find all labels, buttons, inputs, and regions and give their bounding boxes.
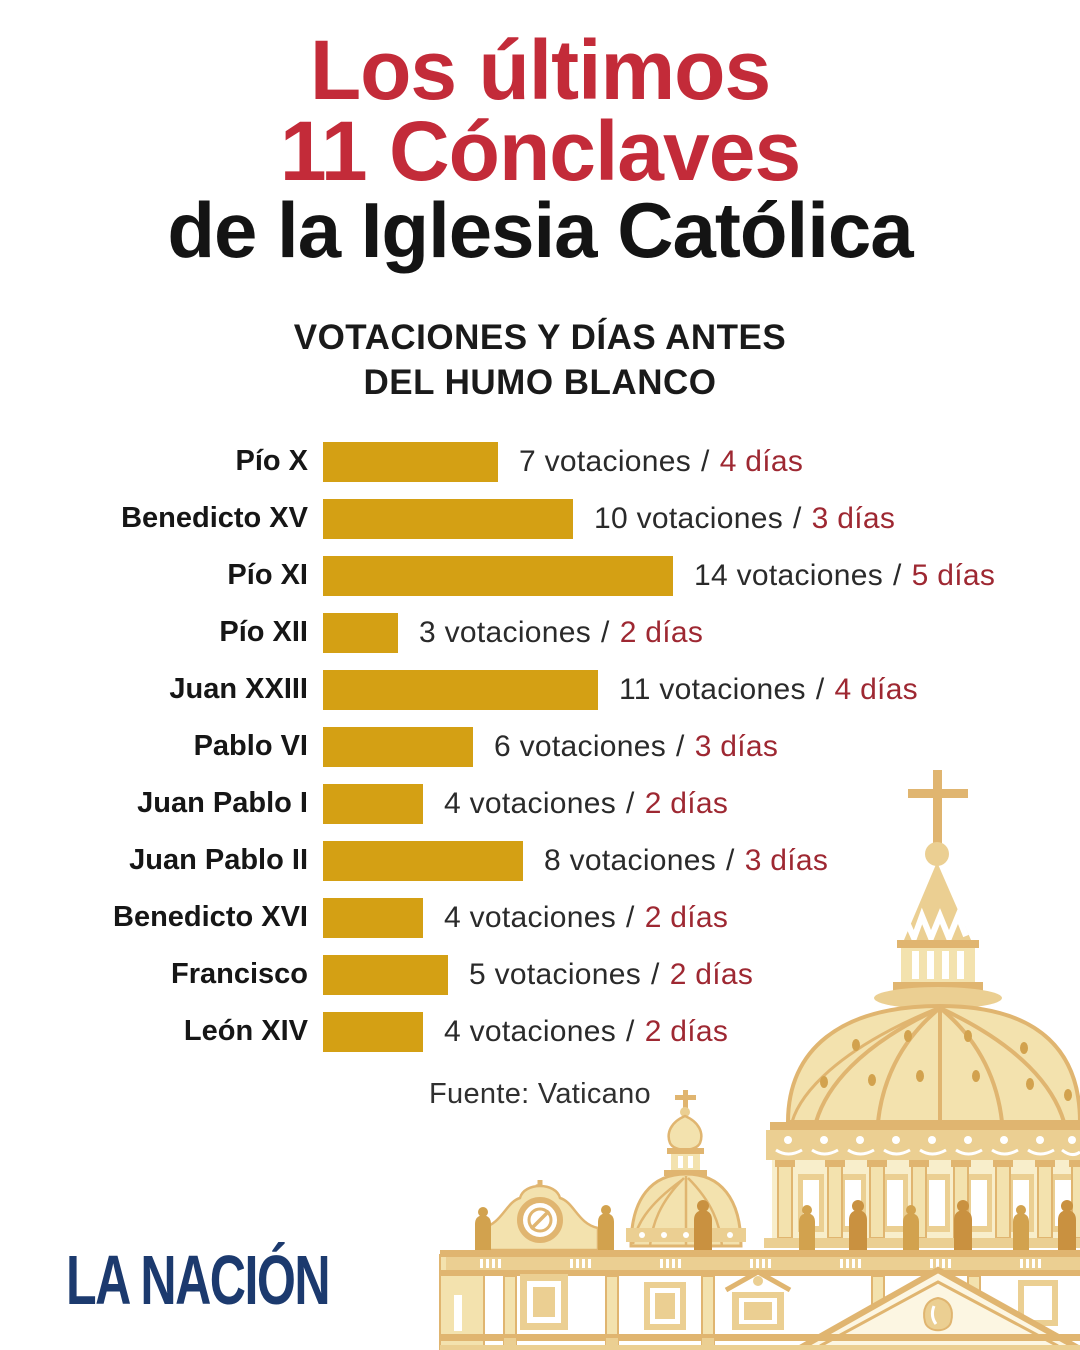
days-value: 2 días — [644, 900, 729, 934]
days-value: 2 días — [644, 1014, 729, 1048]
votes-value: 14 votaciones — [694, 558, 884, 592]
row-value — [494, 730, 778, 764]
conclave-row — [0, 718, 1080, 775]
votes-value: 4 votaciones — [444, 786, 617, 820]
value-separator: / — [893, 558, 902, 592]
source-note: Fuente: Vaticano — [429, 1078, 651, 1110]
votes-value: 5 votaciones — [469, 957, 642, 991]
subtitle-line-2: DEL HUMO BLANCO — [363, 362, 717, 402]
value-separator: / — [726, 843, 735, 877]
pope-name: Juan Pablo II — [129, 844, 308, 876]
row-value — [544, 844, 828, 878]
pope-name: Benedicto XV — [121, 502, 308, 534]
conclave-row — [0, 775, 1080, 832]
value-separator: / — [601, 615, 610, 649]
value-separator: / — [626, 786, 635, 820]
votes-value: 4 votaciones — [444, 1014, 617, 1048]
days-value: 3 días — [694, 729, 779, 763]
bar-chart — [0, 433, 1080, 1060]
votes-value: 4 votaciones — [444, 900, 617, 934]
value-separator: / — [676, 729, 685, 763]
conclave-row — [0, 490, 1080, 547]
title-line-1: Los últimos — [309, 23, 771, 117]
days-value: 2 días — [619, 615, 704, 649]
days-value: 4 días — [834, 672, 918, 706]
pope-name: Francisco — [171, 958, 308, 990]
days-value: 2 días — [669, 957, 754, 991]
value-separator: / — [793, 501, 802, 535]
pope-name: León XIV — [183, 1015, 308, 1047]
days-value: 5 días — [911, 558, 996, 592]
days-value: 3 días — [811, 501, 896, 535]
votes-bar — [323, 1012, 423, 1052]
pope-name: Pío X — [235, 445, 308, 477]
title-line-2: 11 Cónclaves — [279, 103, 801, 198]
votes-bar — [323, 442, 498, 482]
votes-value: 10 votaciones — [594, 501, 784, 535]
row-value — [594, 502, 895, 536]
votes-value: 7 votaciones — [519, 444, 692, 478]
votes-bar — [323, 841, 523, 881]
votes-bar — [323, 670, 598, 710]
row-value — [619, 673, 918, 707]
row-value — [419, 616, 703, 650]
votes-bar — [323, 784, 423, 824]
value-separator: / — [651, 957, 660, 991]
votes-bar — [323, 898, 423, 938]
row-value — [444, 787, 728, 821]
row-value — [444, 1015, 728, 1049]
row-value — [469, 958, 753, 992]
pope-name: Pablo VI — [193, 730, 308, 762]
conclave-row — [0, 547, 1080, 604]
days-value: 2 días — [644, 786, 729, 820]
conclave-row — [0, 832, 1080, 889]
conclave-row — [0, 889, 1080, 946]
votes-value: 11 votaciones — [619, 672, 806, 706]
votes-value: 6 votaciones — [494, 729, 667, 763]
pope-name: Juan Pablo I — [137, 787, 308, 819]
pope-name: Pío XI — [227, 559, 308, 591]
value-separator: / — [626, 900, 635, 934]
days-value: 3 días — [744, 843, 829, 877]
conclave-row — [0, 1003, 1080, 1060]
subtitle-line-1: VOTACIONES Y DÍAS ANTES — [293, 318, 787, 357]
pope-name: Juan XXIII — [169, 673, 308, 705]
conclave-row — [0, 946, 1080, 1003]
value-separator: / — [815, 672, 825, 706]
pope-name: Benedicto XVI — [113, 901, 308, 933]
conclave-row — [0, 433, 1080, 490]
value-separator: / — [701, 444, 710, 478]
title-line-3: de la Iglesia Católica — [167, 186, 913, 275]
votes-value: 3 votaciones — [419, 615, 592, 649]
days-value: 4 días — [719, 444, 804, 478]
votes-bar — [323, 955, 448, 995]
row-value — [694, 559, 995, 593]
row-value — [519, 445, 803, 479]
votes-bar — [323, 613, 398, 653]
conclave-row — [0, 604, 1080, 661]
pope-name: Pío XII — [219, 616, 308, 648]
conclave-row — [0, 661, 1080, 718]
votes-bar — [323, 499, 573, 539]
header — [0, 23, 1080, 275]
value-separator: / — [626, 1014, 635, 1048]
brand-logo: LA NACIÓN — [66, 1241, 330, 1319]
chart-subtitle — [0, 316, 1080, 406]
votes-value: 8 votaciones — [544, 843, 717, 877]
row-value — [444, 901, 728, 935]
votes-bar — [323, 727, 473, 767]
votes-bar — [323, 556, 673, 596]
